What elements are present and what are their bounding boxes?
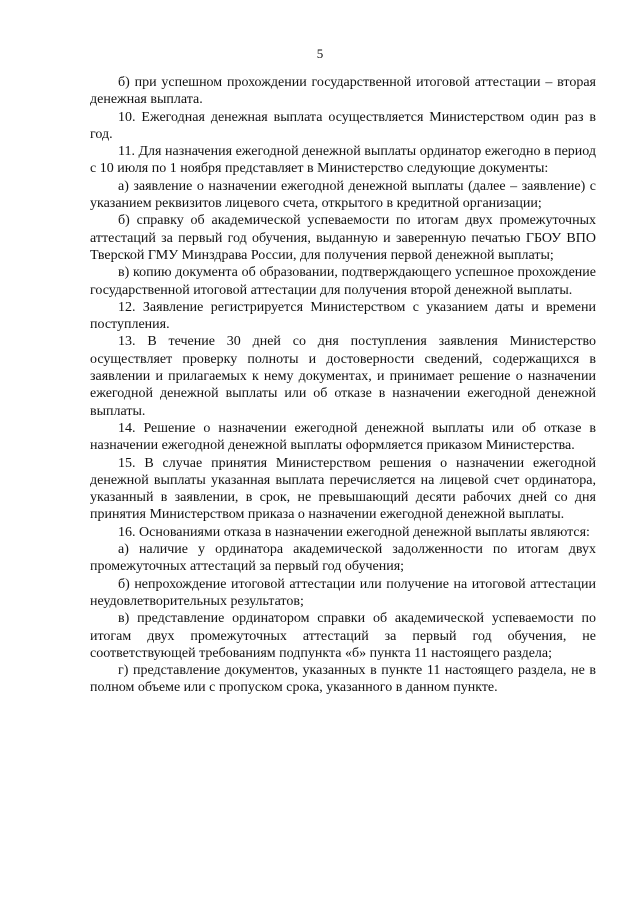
paragraph-11-a: а) заявление о назначении ежегодной денежной выплаты (далее – заявление) с указанием реквизитов лицевого счета, открытого в кредитной организации; <box>90 178 596 212</box>
paragraph-15: 15. В случае принятия Министерством решения о назначении ежегодной денежной выплаты указанная выплата перечисляется на лицевой счет ординатора, указанный в заявлении, в срок, не превышающий десяти рабочих дней со дня принятия Министерством приказа о назначении ежегодной денежной выплаты. <box>90 455 596 523</box>
document-body <box>90 74 596 697</box>
paragraph-14: 14. Решение о назначении ежегодной денежной выплаты или об отказе в назначении ежегодной денежной выплаты оформляется приказом Министерства. <box>90 420 596 454</box>
paragraph-10: 10. Ежегодная денежная выплата осуществляется Министерством один раз в год. <box>90 109 596 142</box>
paragraph-13: 13. В течение 30 дней со дня поступления заявления Министерство осуществляет проверку полноты и достоверности сведений, содержащихся в заявлении и прилагаемых к нему документах, и принимает решение о назначении ежегодной денежной выплаты или об отказе в назначении ежегодной денежной выплаты. <box>90 334 596 419</box>
paragraph-16-v: в) представление ординатором справки об академической успеваемости по итогам двух промежуточных аттестаций за первый год обучения, не соответствующей требованиям подпункта «б» пункта 11 настоящего раздела; <box>90 611 596 661</box>
paragraph-11-v: в) копию документа об образовании, подтверждающего успешное прохождение государственной итоговой аттестации для получения второй денежной выплаты. <box>90 265 596 298</box>
paragraph-12: 12. Заявление регистрируется Министерством с указанием даты и времени поступления. <box>90 299 596 333</box>
page-number: 5 <box>316 46 324 61</box>
paragraph-16-g: г) представление документов, указанных в пункте 11 настоящего раздела, не в полном объеме или с пропуском срока, указанного в данном пункте. <box>90 663 596 696</box>
paragraph-11: 11. Для назначения ежегодной денежной выплаты ординатор ежегодно в период с 10 июля по 1 ноября представляет в Министерство следующие документы: <box>90 144 596 177</box>
paragraph-16-a: а) наличие у ординатора академической задолженности по итогам двух промежуточных аттестаций за первый год обучения; <box>90 542 596 575</box>
paragraph-16: 16. Основаниями отказа в назначении ежегодной денежной выплаты являются: <box>118 524 590 540</box>
paragraph-16-b: б) непрохождение итоговой аттестации или получение на итоговой аттестации неудовлетворительных результатов; <box>90 576 596 609</box>
paragraph-11-b: б) справку об академической успеваемости по итогам двух промежуточных аттестаций за первый год обучения, выданную и заверенную печатью ГБОУ ВПО Тверской ГМУ Минздрава России, для получения первой денежной выплаты; <box>90 213 596 263</box>
paragraph-b-second-payment: б) при успешном прохождении государственной итоговой аттестации – вторая денежная выплата. <box>90 75 596 108</box>
